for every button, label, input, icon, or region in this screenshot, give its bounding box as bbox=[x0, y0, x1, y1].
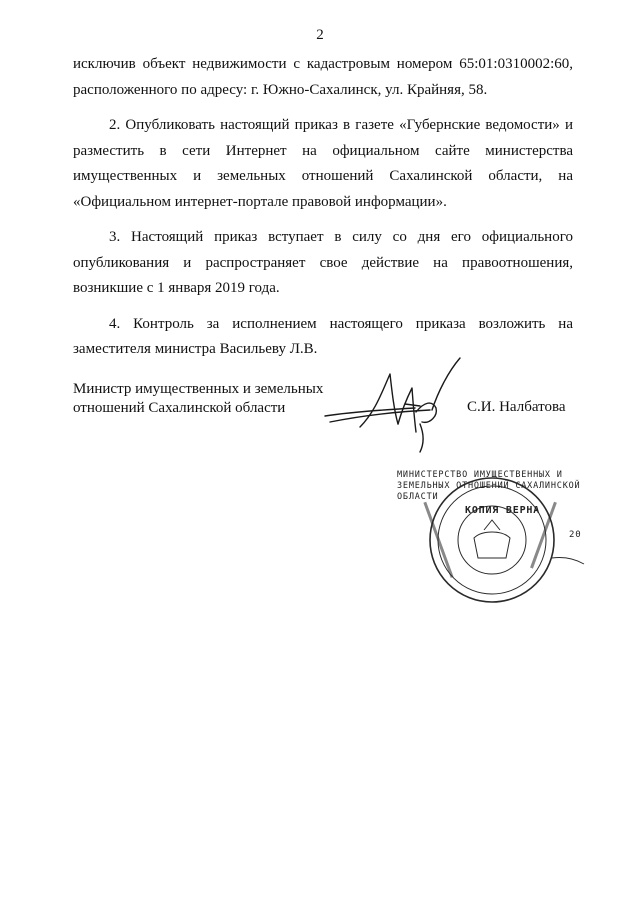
copy-stamp bbox=[392, 460, 607, 610]
stamp-line-2: ЗЕМЕЛЬНЫХ ОТНОШЕНИЙ САХАЛИНСКОЙ bbox=[397, 481, 581, 491]
paragraph-2: 2. Опубликовать настоящий приказ в газете «Губернские ведомости» и разместить в сети Интернет на официальном сайте министерства имущественных и земельных отношений Сахалинской области, на «Официальном интернет-портале правовой информации». bbox=[73, 117, 573, 210]
signatory-name: С.И. Налбатова bbox=[467, 399, 566, 415]
page-number: 2 bbox=[316, 27, 324, 43]
paragraph-1: исключив объект недвижимости с кадастровым номером 65:01:0310002:60, расположенного по адресу: г. Южно-Сахалинск, ул. Крайняя, 58. bbox=[73, 56, 573, 98]
stamp-line-3: ОБЛАСТИ bbox=[397, 492, 439, 502]
paragraph-4: 4. Контроль за исполнением настоящего приказа возложить на заместителя министра Васильеву Л.В. bbox=[73, 315, 573, 357]
stamp-text bbox=[397, 470, 581, 541]
signatory-position-line-2: отношений Сахалинской области bbox=[73, 399, 286, 416]
paragraph-3: 3. Настоящий приказ вступает в силу со дня его официального опубликования и распространяет свое действие на правоотношения, возникшие с 1 января 2019 года. bbox=[73, 229, 573, 296]
handwritten-signature bbox=[320, 352, 470, 462]
signatory-position bbox=[73, 380, 323, 417]
document-body bbox=[73, 52, 573, 373]
stamp-year: 20 bbox=[569, 530, 582, 540]
stamp-line-1: МИНИСТЕРСТВО ИМУЩЕСТВЕННЫХ И bbox=[397, 470, 563, 480]
stamp-copy-label: КОПИЯ ВЕРНА bbox=[465, 505, 541, 516]
signatory-position-line-1: Министр имущественных и земельных bbox=[73, 381, 324, 397]
